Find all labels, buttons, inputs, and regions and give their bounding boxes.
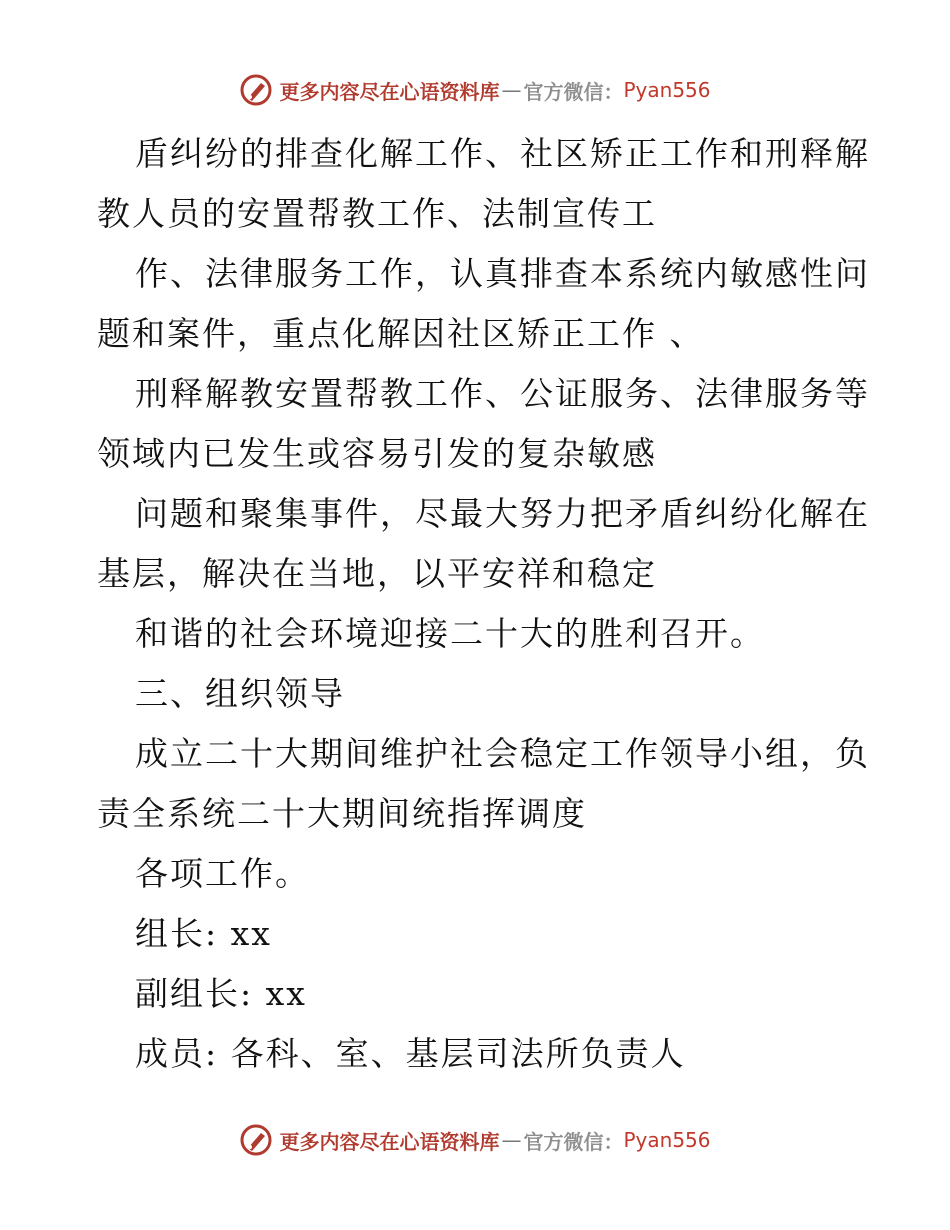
watermark-wechat-id: Pyan556	[623, 78, 711, 102]
pen-logo-icon	[239, 1123, 273, 1157]
watermark-main-text: 更多内容尽在心语资料库	[279, 79, 500, 104]
team-leader-line: 组长: xx	[135, 914, 272, 953]
body-line: 各项工作。	[135, 854, 310, 893]
section-heading: 三、组织领导	[135, 674, 345, 713]
deputy-leader-line: 副组长: xx	[135, 974, 307, 1013]
body-line: 刑释解教安置帮教工作、公证服务、法律服务等	[135, 374, 870, 413]
pen-logo-icon	[239, 73, 273, 107]
body-line: 盾纠纷的排查化解工作、社区矫正工作和刑释解	[135, 134, 870, 173]
members-line: 成员: 各科、室、基层司法所负责人	[135, 1034, 686, 1073]
body-line: 作、法律服务工作，认真排查本系统内敏感性问	[135, 254, 870, 293]
watermark-wechat-label: 官方微信：	[523, 1129, 624, 1154]
watermark-wechat-label: 官方微信：	[523, 79, 624, 104]
watermark-main-text: 更多内容尽在心语资料库	[279, 1129, 500, 1154]
body-line: 成立二十大期间维护社会稳定工作领导小组，负	[135, 734, 870, 773]
body-line: 基层，解决在当地，以平安祥和稳定	[97, 554, 657, 593]
body-line: 教人员的安置帮教工作、法制宣传工	[97, 194, 657, 233]
body-line: 问题和聚集事件，尽最大努力把矛盾纠纷化解在	[135, 494, 870, 533]
watermark-wechat-id: Pyan556	[623, 1128, 711, 1152]
body-line: 领域内已发生或容易引发的复杂敏感	[97, 434, 657, 473]
watermark-dash: —	[501, 1128, 522, 1152]
document-body	[97, 124, 887, 1084]
footer-watermark	[0, 1120, 950, 1160]
body-line: 题和案件，重点化解因社区矫正工作 、	[97, 314, 705, 353]
body-line: 责全系统二十大期间统指挥调度	[97, 794, 587, 833]
body-line: 和谐的社会环境迎接二十大的胜利召开。	[135, 614, 765, 653]
header-watermark	[0, 70, 950, 110]
watermark-dash: —	[501, 78, 522, 102]
